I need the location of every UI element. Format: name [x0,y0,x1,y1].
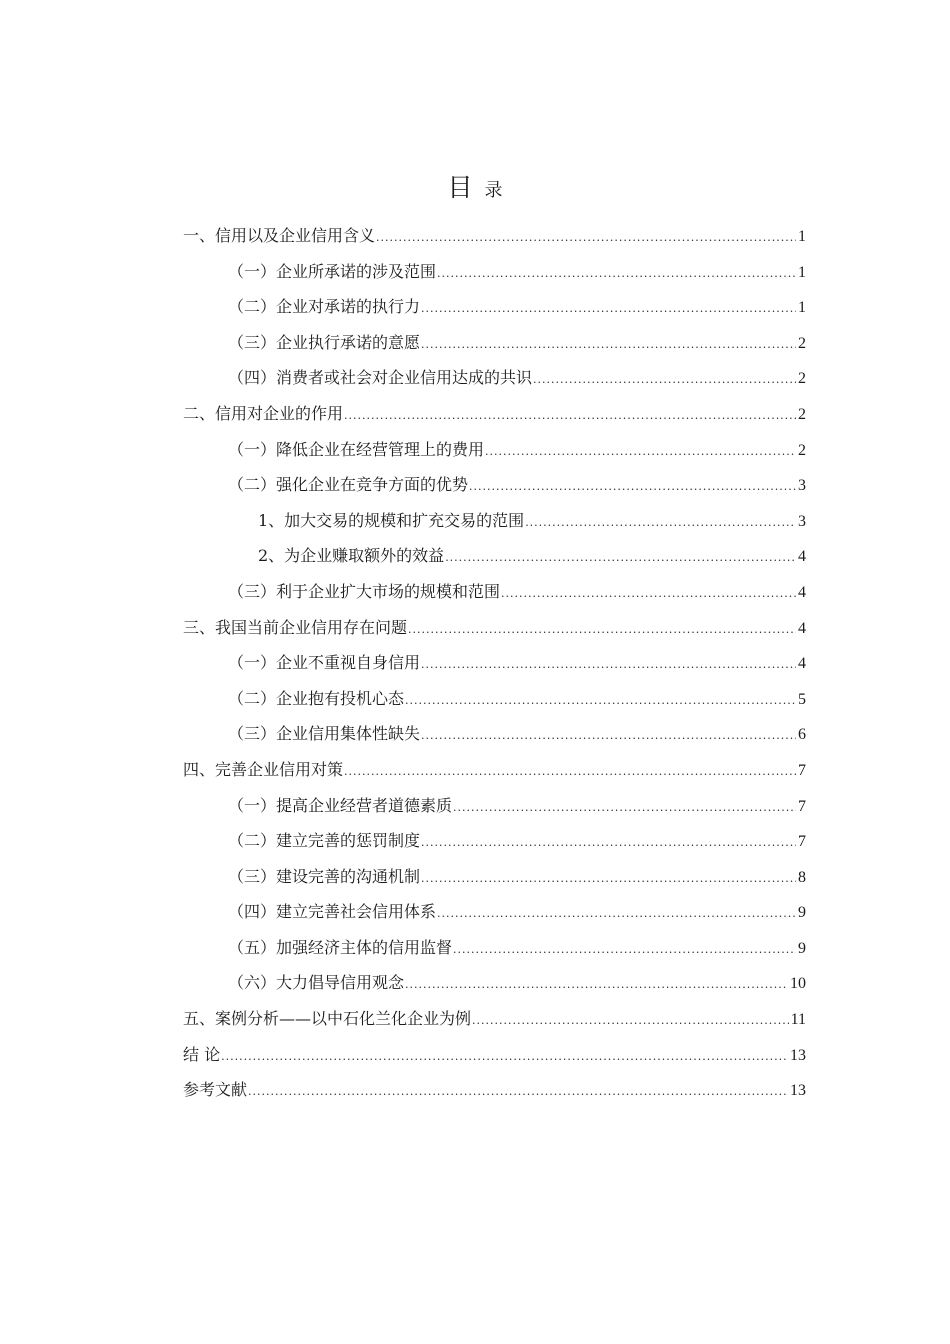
toc-entry-page-number: 9 [798,904,806,922]
toc-entry-page-number: 5 [798,690,806,708]
toc-entry-label: 一、信用以及企业信用含义 [183,226,376,245]
toc-entry-page-number: 13 [790,1046,806,1064]
toc-entry-page-number: 2 [798,405,806,423]
toc-entry-label: 五、案例分析——以中石化兰化企业为例 [183,1009,472,1029]
toc-entry-page-number: 10 [790,975,806,993]
toc-entry-label: （二）建立完善的惩罚制度 [228,831,421,851]
toc-entry-page-number: 2 [798,441,806,459]
toc-title [0,168,950,204]
toc-entry[interactable] [183,793,806,829]
toc-entry-label: （四）消费者或社会对企业信用达成的共识 [228,368,533,388]
toc-title-part2: 录 [484,180,503,201]
table-of-contents [183,223,806,1113]
toc-entry-label: （一）企业不重视自身信用 [228,653,421,673]
toc-entry[interactable] [183,721,806,757]
toc-dot-leader [445,545,796,571]
toc-entry[interactable] [183,365,806,401]
toc-entry-page-number: 4 [798,583,806,601]
toc-entry[interactable] [183,543,806,579]
toc-entry-page-number: 13 [790,1082,806,1100]
toc-dot-leader [437,901,796,927]
toc-entry-page-number: 6 [798,726,806,744]
toc-entry[interactable] [183,650,806,686]
toc-entry-page-number: 1 [798,228,806,245]
toc-dot-leader [344,403,796,429]
toc-entry[interactable] [183,472,806,508]
toc-entry[interactable] [183,259,806,295]
toc-entry[interactable] [183,757,806,793]
toc-entry-page-number: 4 [798,548,806,566]
toc-entry-label: （六）大力倡导信用观念 [228,973,405,993]
toc-dot-leader [421,830,796,856]
toc-dot-leader [533,367,796,393]
toc-entry-page-number: 11 [790,1011,806,1029]
toc-entry-page-number: 4 [798,655,806,673]
toc-entry-page-number: 7 [798,761,806,779]
toc-entry-page-number: 7 [798,833,806,851]
toc-entry-label: （一）企业所承诺的涉及范围 [228,261,437,281]
toc-entry[interactable] [183,330,806,366]
toc-entry-label: 1、加大交易的规模和扩充交易的范围 [258,510,525,530]
toc-entry-label: （二）企业抱有投机心态 [228,688,405,708]
toc-entry[interactable] [183,437,806,473]
toc-entry-page-number: 1 [798,299,806,317]
toc-entry-label: 2、为企业赚取额外的效益 [258,546,445,566]
toc-entry-label: （三）企业信用集体性缺失 [228,724,421,744]
toc-entry[interactable] [183,935,806,971]
toc-entry-label: （二）企业对承诺的执行力 [228,297,421,317]
toc-entry-label: （三）建设完善的沟通机制 [228,866,421,886]
toc-dot-leader [485,439,796,465]
toc-title-part1: 目 [447,173,473,202]
toc-entry-page-number: 2 [798,334,806,352]
toc-entry[interactable] [183,970,806,1006]
toc-entry[interactable] [183,579,806,615]
toc-entry[interactable] [183,1077,806,1113]
toc-dot-leader [408,617,796,643]
toc-dot-leader [421,866,796,892]
toc-entry-label: （四）建立完善社会信用体系 [228,902,437,922]
toc-entry-page-number: 7 [798,797,806,815]
toc-entry[interactable] [183,1042,806,1078]
toc-dot-leader [421,332,796,358]
toc-dot-leader [421,652,796,678]
toc-dot-leader [453,795,796,821]
toc-dot-leader [421,296,796,322]
toc-dot-leader [472,1008,789,1034]
toc-dot-leader [405,688,796,714]
toc-dot-leader [248,1079,788,1105]
toc-entry-page-number: 3 [798,477,806,495]
toc-entry-page-number: 2 [798,370,806,388]
toc-entry[interactable] [183,686,806,722]
toc-entry[interactable] [183,1006,806,1042]
toc-entry-label: （三）企业执行承诺的意愿 [228,332,421,352]
toc-entry-label: （五）加强经济主体的信用监督 [228,937,453,957]
toc-entry[interactable] [183,615,806,651]
toc-entry-page-number: 1 [798,263,806,281]
toc-dot-leader [405,972,788,998]
toc-entry-page-number: 3 [798,512,806,530]
toc-entry-label: 参考文献 [183,1080,248,1100]
toc-dot-leader [437,261,796,287]
toc-entry[interactable] [183,294,806,330]
toc-entry-label: 四、完善企业信用对策 [183,759,344,779]
toc-entry-page-number: 9 [798,939,806,957]
toc-dot-leader [469,474,796,500]
toc-entry-page-number: 4 [798,619,806,637]
toc-entry-label: （二）强化企业在竞争方面的优势 [228,475,469,495]
toc-entry[interactable] [183,223,806,259]
toc-entry-label: 二、信用对企业的作用 [183,403,344,423]
toc-dot-leader [221,1044,788,1070]
toc-entry-label: 三、我国当前企业信用存在问题 [183,617,408,637]
toc-entry-page-number: 8 [798,868,806,886]
toc-entry[interactable] [183,899,806,935]
toc-entry-label: 结 论 [183,1044,221,1064]
toc-dot-leader [525,510,796,536]
toc-entry[interactable] [183,401,806,437]
toc-entry-label: （三）利于企业扩大市场的规模和范围 [228,581,501,601]
toc-entry[interactable] [183,828,806,864]
toc-dot-leader [421,723,796,749]
toc-entry[interactable] [183,864,806,900]
toc-dot-leader [501,581,796,607]
toc-dot-leader [344,759,796,785]
toc-entry-label: （一）降低企业在经营管理上的费用 [228,439,485,459]
toc-dot-leader [376,225,796,251]
toc-entry[interactable] [183,508,806,544]
toc-entry-label: （一）提高企业经营者道德素质 [228,795,453,815]
toc-dot-leader [453,937,796,963]
